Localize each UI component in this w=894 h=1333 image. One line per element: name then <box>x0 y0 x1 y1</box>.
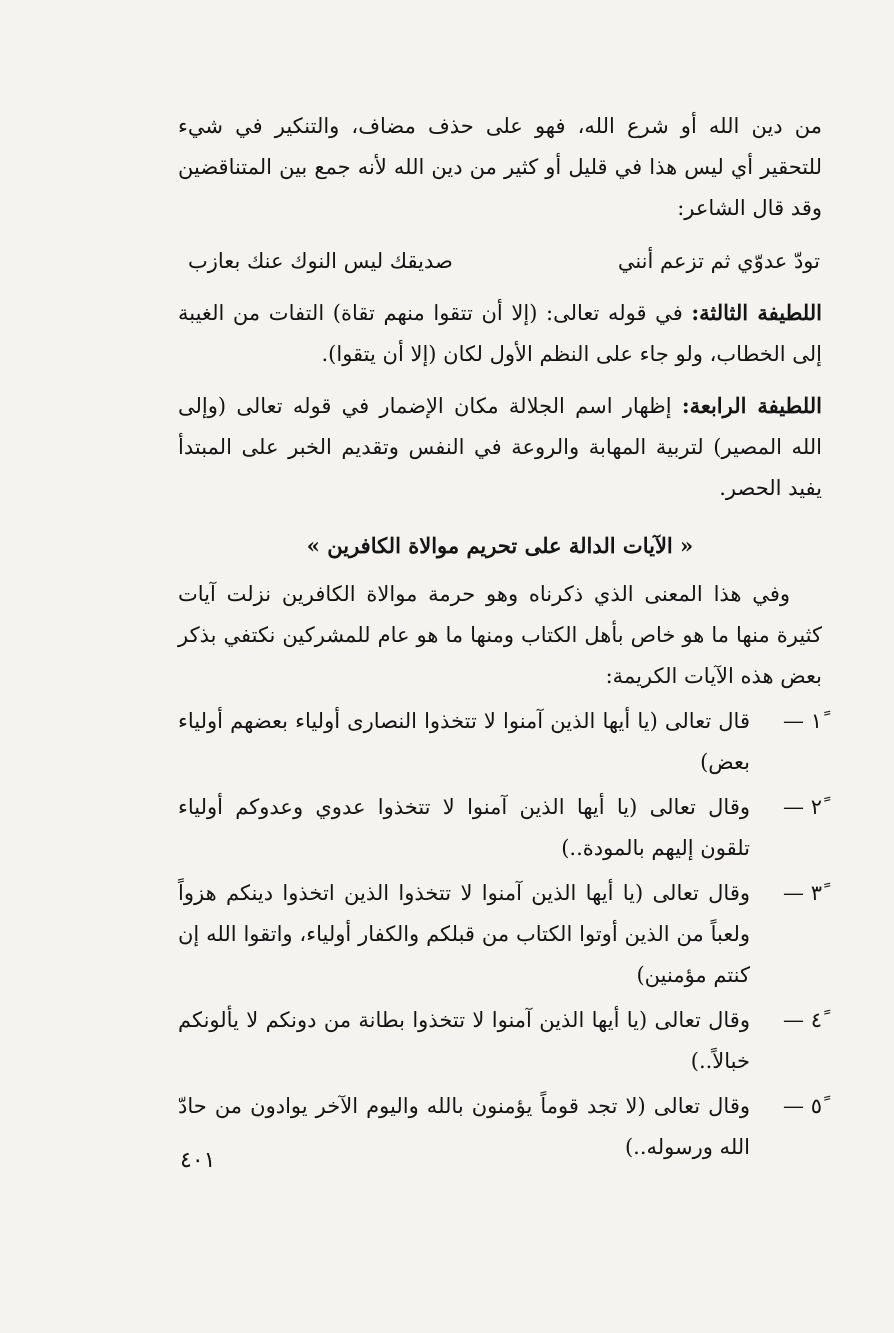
item-number: ٢ً — <box>783 795 822 819</box>
item-text: وقال تعالى (يا أيها الذين آمنوا لا تتخذوا عدوي وعدوكم أولياء تلقون إليهم بالمودة..) <box>178 795 750 860</box>
list-item <box>178 1000 822 1082</box>
item-text: وقال تعالى (لا تجد قوماً يؤمنون بالله واليوم الآخر يوادون من حادّ الله ورسوله..) <box>178 1094 750 1159</box>
item-number: ١ً — <box>783 709 822 733</box>
item-number: ٤ً — <box>783 1008 822 1032</box>
fourth-subtlety-label: اللطيفة الرابعة: <box>681 393 822 418</box>
item-text: وقال تعالى (يا أيها الذين آمنوا لا تتخذوا الذين اتخذوا دينكم هزواً ولعباً من الذين أوتوا الكتاب من قبلكم والكفار أولياء، واتقوا الله إن كنتم مؤمنين) <box>178 881 750 987</box>
third-subtlety-label: اللطيفة الثالثة: <box>691 300 822 325</box>
list-item <box>178 701 822 783</box>
paragraph-1: من دين الله أو شرع الله، فهو على حذف مضاف، والتنكير في شيء للتحقير أي ليس هذا في قليل أو كثير من دين الله لأنه جمع بين المتناقضين وقد قال الشاعر: <box>178 114 822 220</box>
verse-second-hemistich: صديقك ليس النوك عنك بعازب <box>188 249 453 273</box>
list-item <box>178 1086 822 1168</box>
list-item <box>178 787 822 869</box>
item-text: وقال تعالى (يا أيها الذين آمنوا لا تتخذوا بطانة من دونكم لا يألونكم خبالاً..) <box>178 1008 750 1073</box>
item-number: ٣ً — <box>783 881 822 905</box>
verse-first-hemistich: تودّ عدوّي ثم تزعم أنني <box>617 249 820 273</box>
third-subtlety-text: في قوله تعالى: (إلا أن تتقوا منهم تقاة) التفات من الغيبة إلى الخطاب، ولو جاء على النظم الأول لكان (إلا أن يتقوا). <box>178 301 822 366</box>
item-number: ٥ً — <box>783 1094 822 1118</box>
list-item <box>178 873 822 996</box>
paragraph-third-subtlety <box>178 292 822 375</box>
intro-paragraph: وفي هذا المعنى الذي ذكرناه وهو حرمة موالاة الكافرين نزلت آيات كثيرة منها ما هو خاص بأهل الكتاب ومنها ما هو عام للمشركين نكتفي بذكر بعض هذه الآيات الكريمة: <box>178 582 822 688</box>
page-number: ٤٠١ <box>180 1148 216 1173</box>
fourth-subtlety-text: إظهار اسم الجلالة مكان الإضمار في قوله تعالى (وإلى الله المصير) لتربية المهابة والروعة في النفس وتقديم الخبر على المبتدأ يفيد الحصر. <box>178 394 822 500</box>
item-text: قال تعالى (يا أيها الذين آمنوا لا تتخذوا النصارى أولياء بعضهم أولياء بعض) <box>178 709 750 774</box>
section-heading: « الآيات الدالة على تحريم موالاة الكافرين » <box>306 533 694 558</box>
poetry-verse <box>178 241 822 282</box>
paragraph-fourth-subtlety <box>178 385 822 509</box>
page-body <box>178 106 822 1168</box>
